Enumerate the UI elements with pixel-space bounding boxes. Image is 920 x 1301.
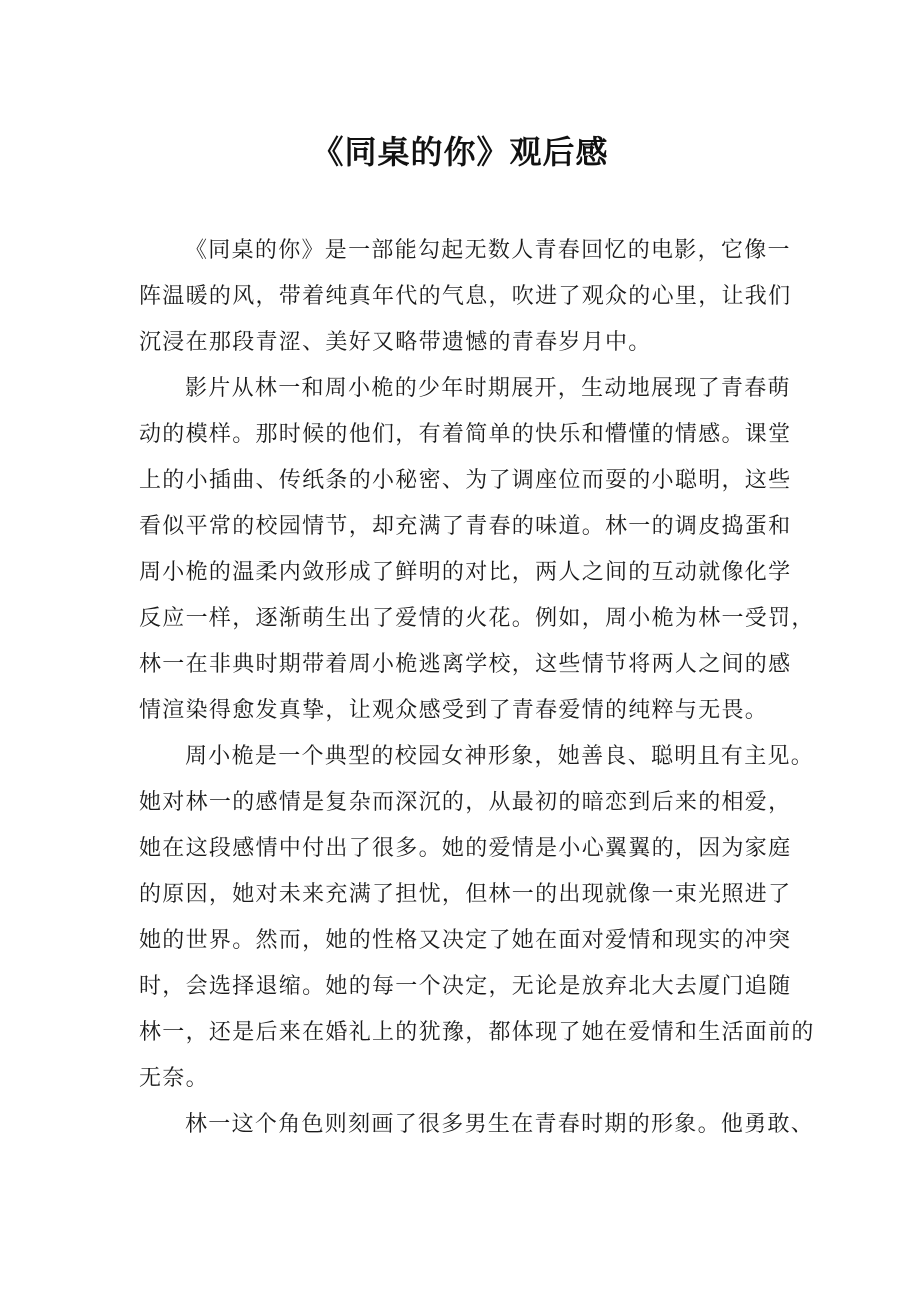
paragraph-2-line-2: 动的模样。那时候的他们，有着简单的快乐和懵懂的情感。课堂 — [139, 422, 792, 447]
paragraph-1-line-3: 沉浸在那段青涩、美好又略带遗憾的青春岁月中。 — [139, 330, 652, 355]
paragraph-2-line-5: 周小桅的温柔内敛形成了鲜明的对比，两人之间的互动就像化学 — [139, 560, 792, 585]
paragraph-2-line-8: 情渲染得愈发真挚，让观众感受到了青春爱情的纯粹与无畏。 — [139, 698, 769, 723]
paragraph-3-line-3: 她在这段感情中付出了很多。她的爱情是小心翼翼的，因为家庭 — [139, 836, 792, 861]
paragraph-2-line-4: 看似平常的校园情节，却充满了青春的味道。林一的调皮捣蛋和 — [139, 514, 792, 539]
paragraph-2-line-1: 影片从林一和周小桅的少年时期展开，生动地展现了青春萌 — [185, 376, 791, 401]
document-body — [139, 228, 815, 1148]
paragraph-2-line-7: 林一在非典时期带着周小桅逃离学校，这些情节将两人之间的感 — [139, 652, 792, 677]
paragraph-3-line-6: 时，会选择退缩。她的每一个决定，无论是放弃北大去厦门追随 — [139, 974, 792, 999]
document-title: 《同桌的你》观后感 — [311, 133, 609, 171]
paragraph-3-line-7: 林一，还是后来在婚礼上的犹豫，都体现了她在爱情和生活面前的 — [139, 1020, 815, 1045]
paragraph-1-line-1: 《同桌的你》是一部能勾起无数人青春回忆的电影，它像一 — [185, 238, 791, 263]
paragraph-3-line-8: 无奈。 — [139, 1066, 209, 1091]
paragraph-2-line-6: 反应一样，逐渐萌生出了爱情的火花。例如，周小桅为林一受罚， — [139, 606, 815, 631]
paragraph-4-line-1: 林一这个角色则刻画了很多男生在青春时期的形象。他勇敢、 — [185, 1112, 815, 1137]
paragraph-1-line-2: 阵温暖的风，带着纯真年代的气息，吹进了观众的心里，让我们 — [139, 284, 792, 309]
paragraph-2-line-3: 上的小插曲、传纸条的小秘密、为了调座位而耍的小聪明，这些 — [139, 468, 792, 493]
paragraph-3-line-1: 周小桅是一个典型的校园女神形象，她善良、聪明且有主见。 — [185, 744, 815, 769]
paragraph-3-line-4: 的原因，她对未来充满了担忧，但林一的出现就像一束光照进了 — [139, 882, 792, 907]
paragraph-3-line-5: 她的世界。然而，她的性格又决定了她在面对爱情和现实的冲突 — [139, 928, 792, 953]
paragraph-3-line-2: 她对林一的感情是复杂而深沉的，从最初的暗恋到后来的相爱， — [139, 790, 792, 815]
